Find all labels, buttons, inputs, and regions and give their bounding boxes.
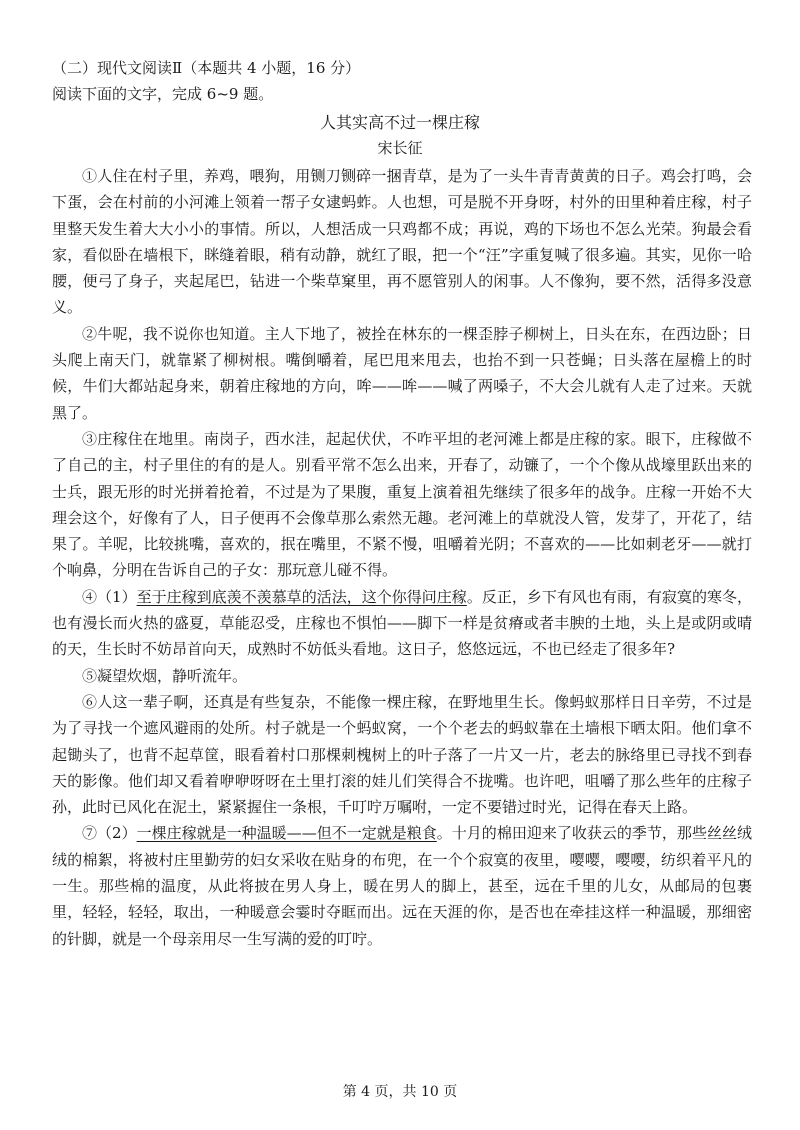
paragraph-3: ③庄稼住在地里。南岗子，西水洼，起起伏伏，不咋平坦的老河滩上都是庄稼的家。眼下，庄稼做不了自己的主，村子里住的有的是人。别看平常不怎么出来，开春了，动镰了，一个个像从战壕里跃出来的士兵，跟无形的时光拼着抢着，不过是为了果腹，重复上演着祖先继续了很多年的战争。庄稼一开始不大理会这个，好像有了人，日子便再不会像草那么索然无趣。老河滩上的草就没人管，发芽了，开花了，结果了。羊呢，比较挑嘴，喜欢的，抿在嘴里，不紧不慢，咀嚼着光阴；不喜欢的——比如刺老牙——就打个响鼻，分明在告诉自己的子女：那玩意儿碰不得。 — [52, 429, 752, 580]
article-body — [52, 163, 752, 952]
section-header — [52, 55, 360, 107]
section-heading: （二）现代文阅读Ⅱ（本题共 4 小题，16 分） — [52, 59, 361, 77]
underlined-sentence-1: 至于庄稼到底羡不羡慕草的活法，这个你得问庄稼 — [136, 587, 467, 606]
paragraph-7-label: ⑦ — [82, 824, 98, 843]
paragraph-7 — [52, 820, 752, 951]
paragraph-4 — [52, 584, 752, 663]
paragraph-7-text: 。十月的棉田迎来了收获云的季节，那些丝丝绒绒的棉絮，将被村庄里勤劳的妇女采收在贴身的布兜，在一个个寂寞的夜里，嘤嘤，嘤嘤，纺织着平凡的一生。那些棉的温度，从此将披在男人身上，暖在男人的脚上，甚至，远在千里的儿女，从邮局的包裹里，轻轻，轻轻，取出，一种暖意会霎时夺眶而出。远在天涯的你，是否也在牵挂这样一种温暖，那细密的针脚，就是一个母亲用尽一生写满的爱的叮咛。 — [52, 824, 752, 948]
paragraph-6: ⑥人这一辈子啊，还真是有些复杂，不能像一棵庄稼，在野地里生长。像蚂蚁那样日日辛劳，不过是为了寻找一个遮风避雨的处所。村子就是一个蚂蚁窝，一个个老去的蚂蚁靠在土墙根下晒太阳。他们拿不起锄头了，也背不起草筐，眼看着村口那棵刺槐树上的叶子落了一片又一片，老去的脉络里已寻找不到春天的影像。他们却又看着咿咿呀呀在土里打滚的娃儿们笑得合不拢嘴。也许吧，咀嚼了那么些年的庄稼子孙，此时已风化在泥土，紧紧握住一条根，千叮咛万嘱咐，一定不要错过时光，记得在春天上路。 — [52, 692, 752, 817]
page-number: 第 4 页，共 10 页 — [342, 1084, 458, 1100]
section-instruction: 阅读下面的文字，完成 6~9 题。 — [52, 85, 274, 103]
paragraph-4-label: ④ — [82, 587, 98, 606]
question-marker-2: （2） — [97, 824, 137, 843]
paragraph-1: ①人住在村子里，养鸡，喂狗，用铡刀铡碎一捆青草，是为了一头牛青青黄黄的日子。鸡会打鸣，会下蛋，会在村前的小河滩上领着一帮子女逮蚂蚱。人也想，可是脱不开身呀，村外的田里种着庄稼，村子里整天发生着大大小小的事情。所以，人想活成一只鸡都不成；再说，鸡的下场也不怎么光荣。狗最会看家，看似卧在墙根下，眯缝着眼，稍有动静，就红了眼，把一个“汪”字重复喊了很多遍。其实，见你一哈腰，便弓了身子，夹起尾巴，钻进一个柴草窠里，再不愿管别人的闲事。人不像狗，要不然，活得多没意义。 — [52, 167, 752, 317]
paragraph-4-text: 。反正，乡下有风也有雨，有寂寞的寒冬，也有漫长而火热的盛夏，草能忍受，庄稼也不惧怕——脚下一样是贫瘠或者丰腴的土地，头上是或阴或晴的天，生长时不妨昂首向天，成熟时不妨低头看地。这日子，悠悠远远，不也已经走了很多年? — [52, 587, 752, 659]
question-marker-1: （1） — [97, 587, 137, 606]
paragraph-5: ⑤凝望炊烟，静听流年。 — [82, 666, 248, 685]
article-author: 宋长征 — [377, 139, 423, 157]
article-title: 人其实高不过一棵庄稼 — [319, 113, 480, 132]
paragraph-2: ②牛呢，我不说你也知道。主人下地了，被拴在林东的一棵歪脖子柳树上，日头在东，在西边卧；日头爬上南天门，就靠紧了柳树根。嘴倒嚼着，尾巴甩来甩去，也抬不到一只苍蝇；日头落在屋檐上的时候，牛们大都站起身来，朝着庄稼地的方向，哞——哞——喊了两嗓子，不大会儿就有人走了过来。天就黑了。 — [52, 324, 752, 422]
underlined-sentence-2: 一棵庄稼就是一种温暖——但不一定就是粮食 — [136, 824, 437, 843]
